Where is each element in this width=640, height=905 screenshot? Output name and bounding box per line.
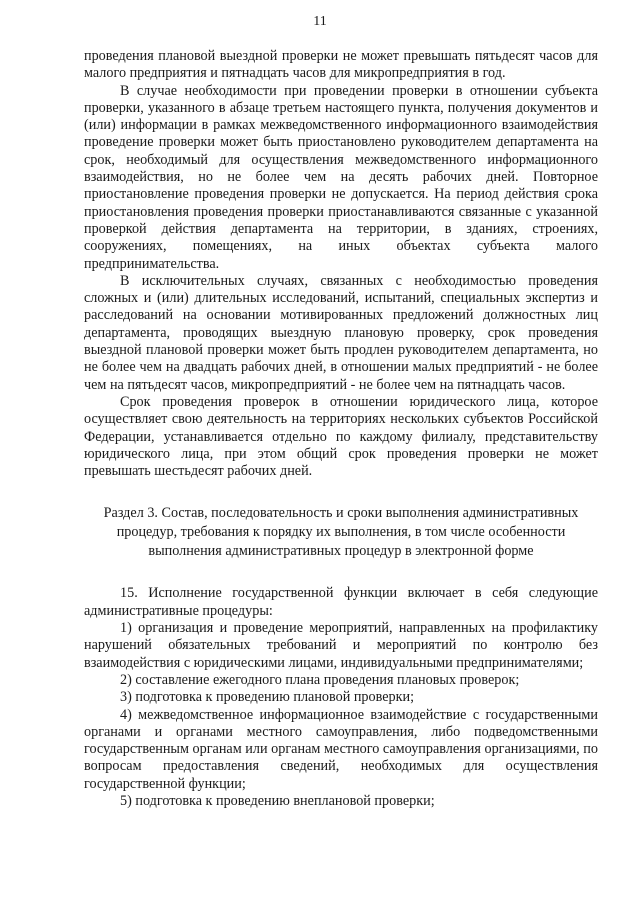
list-item: 5) подготовка к проведению внеплановой проверки; [120, 792, 435, 809]
document-body [84, 48, 598, 810]
paragraph-suspension: В случае необходимости при проведении проверки в отношении субъекта проверки, указанного в абзаце третьем настоящего пункта, получения документов и (или) информации в рамках межведомственного информационного взаимодействия проведение проверки может быть приостановлено руководителем департамента на срок, необходимый для осуществления межведомственного информационного взаимодействия, но не более чем на десять рабочих дней. Повторное приостановление проведения проверки не допускается. На период действия срока приостановления проведения проверки приостанавливаются связанные с указанной проверкой действия департамента на территории, в зданиях, строениях, сооружениях, помещениях, на иных объектах субъекта малого предпринимательства. [84, 82, 598, 272]
section-heading: Раздел 3. Состав, последовательность и сроки выполнения административных процедур, требования к порядку их выполнения, в том числе особенности выполнения административных процедур в электронной форме [103, 505, 579, 560]
list-item: 4) межведомственное информационное взаимодействие с государственными органами и органами местного самоуправления, либо подведомственными государственным органам или органам местного самоуправления организациями, по вопросам предоставления сведений, необходимых для осуществления государственной функции; [84, 706, 598, 792]
list-item: 2) составление ежегодного плана проведения плановых проверок; [120, 671, 520, 688]
paragraph-branches: Срок проведения проверок в отношении юридического лица, которое осуществляет свою деятельность на территориях нескольких субъектов Российской Федерации, устанавливается отдельно по каждому филиалу, представительству юридического лица, при этом общий срок проведения проверки не может превышать шестьдесят рабочих дней. [84, 393, 598, 480]
list-item: 15. Исполнение государственной функции включает в себя следующие административные процедуры: [84, 585, 598, 619]
list-item: 3) подготовка к проведению плановой проверки; [120, 689, 415, 706]
page-number: 11 [313, 14, 327, 29]
paragraph-continuation: проведения плановой выездной проверки не может превышать пятьдесят часов для малого предприятия и пятнадцать часов для микропредприятия в год. [84, 48, 598, 82]
paragraph-extension: В исключительных случаях, связанных с необходимостью проведения сложных и (или) длительных исследований, испытаний, специальных экспертиз и расследований на основании мотивированных предложений должностных лиц департамента, проводящих выездную плановую проверку, срок проведения выездной плановой проверки может быть продлен руководителем департамента, но не более чем на двадцать рабочих дней, в отношении малых предприятий - не более чем на пятьдесят часов, микропредприятий - не более чем на пятнадцать часов. [84, 272, 598, 393]
list-item: 1) организация и проведение мероприятий, направленных на профилактику нарушений обязательных требований и мероприятий по контролю без взаимодействия с юридическими лицами, индивидуальными предпринимателями; [84, 620, 598, 671]
